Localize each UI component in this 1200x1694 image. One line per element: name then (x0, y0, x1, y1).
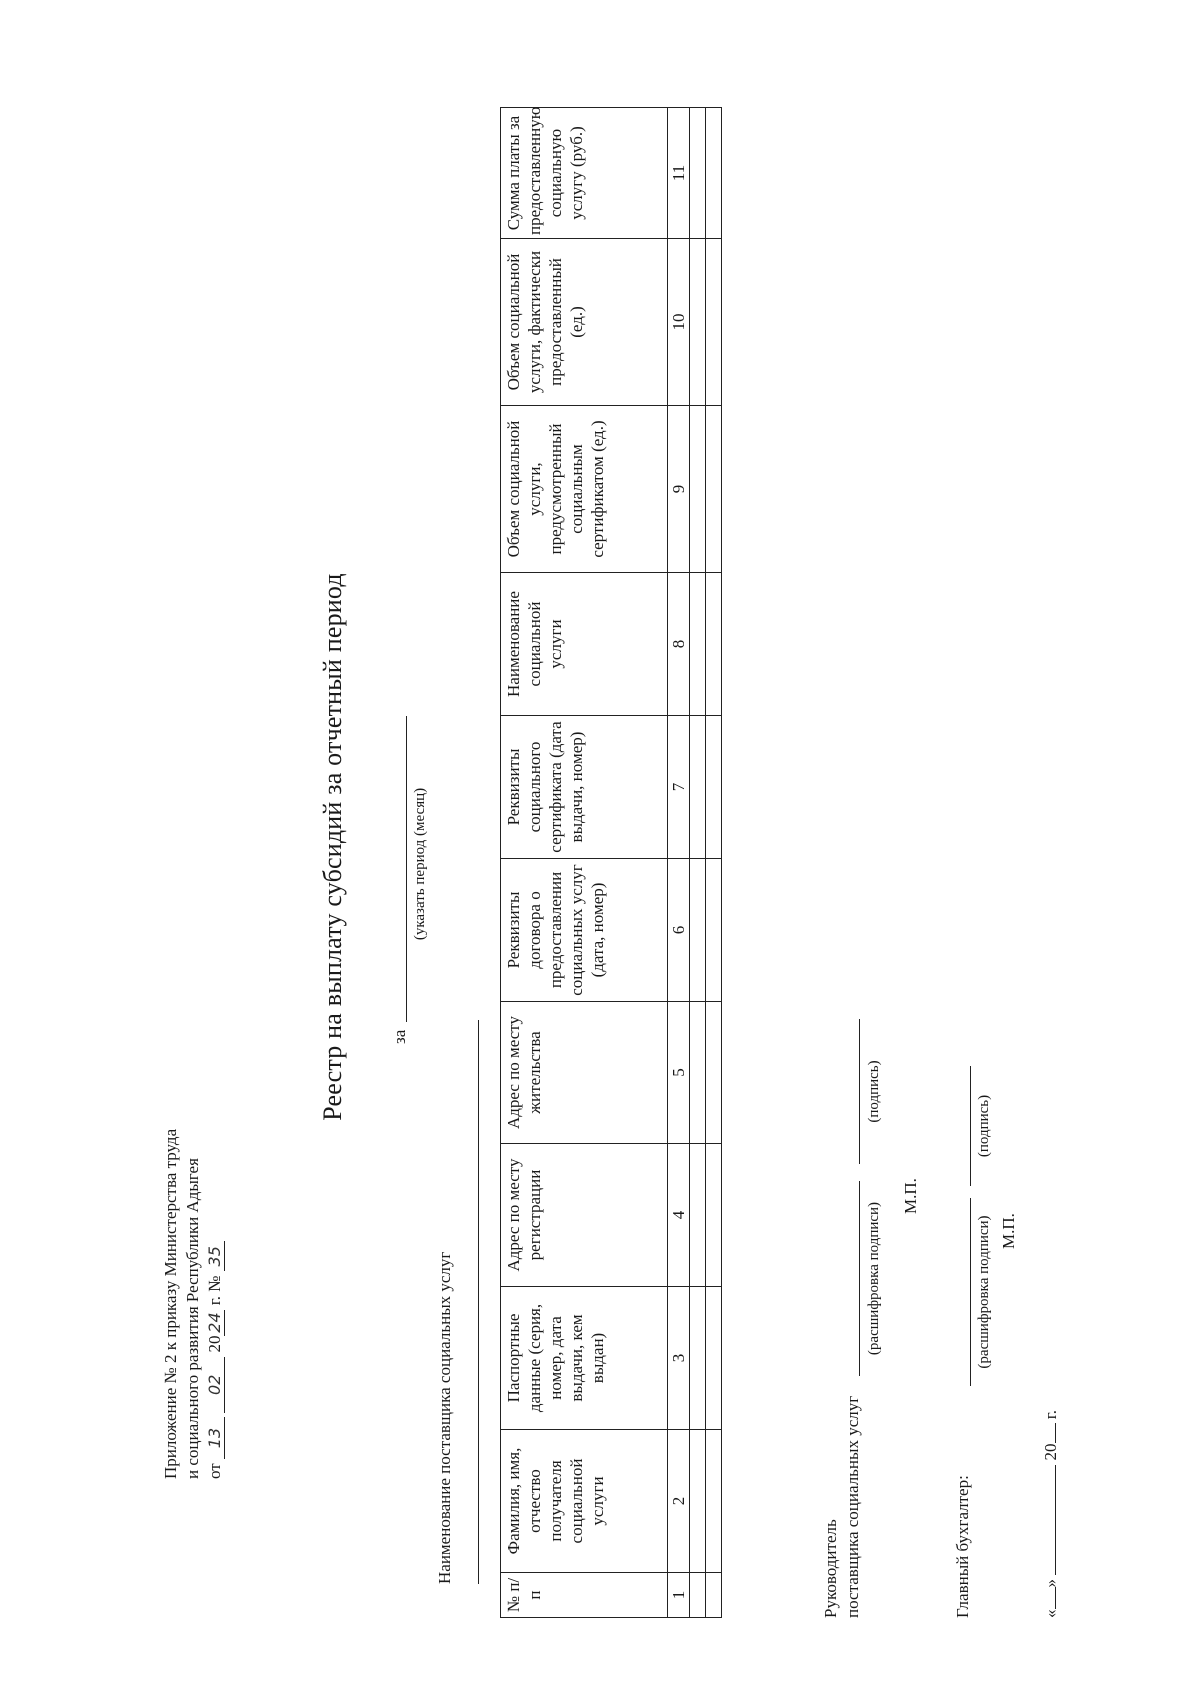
chief-decode-caption: (расшифровка подписи) (976, 1215, 992, 1369)
column-header: Адрес по месту регистрации (501, 1144, 668, 1287)
appendix-month: 02 (206, 1357, 225, 1413)
table-cell (706, 859, 722, 1002)
table-cell (690, 573, 706, 716)
date-year-blank (1041, 1424, 1056, 1444)
appendix-date-line (204, 919, 226, 1479)
date-month-blank (1041, 1465, 1056, 1575)
date-year-suffix: г. (1041, 1409, 1060, 1420)
column-header: Объем социальной услуги, фактически предоставленный (ед.) (501, 239, 668, 406)
column-number: 8 (668, 573, 690, 716)
column-header: Фамилия, имя, отчество получателя социальной услуги (501, 1430, 668, 1573)
table-cell (690, 108, 706, 239)
table-row (690, 108, 706, 1618)
document-title: Реестр на выплату субсидий за отчетный период (318, 573, 347, 1121)
column-number: 5 (668, 1002, 690, 1144)
head-decode-caption: (расшифровка подписи) (866, 1201, 882, 1356)
head-sign-line (859, 1019, 860, 1164)
date-day-blank (1041, 1588, 1056, 1610)
table-cell (690, 1287, 706, 1430)
table-cell (706, 716, 722, 859)
column-number: 6 (668, 859, 690, 1002)
appendix-number-label: г. № (205, 1275, 224, 1306)
table-cell (706, 1430, 722, 1573)
supplier-name-underline (478, 1020, 479, 1584)
chief-accountant-label: Главный бухгалтер: (953, 1475, 972, 1618)
appendix-line-1: Приложение № 2 к приказу Министерства труда (161, 1128, 180, 1479)
table-cell (690, 716, 706, 859)
column-header: № п/п (501, 1573, 668, 1618)
appendix-day: 13 (206, 1417, 225, 1459)
table-cell (690, 239, 706, 406)
table-row (706, 108, 722, 1618)
registry-table (500, 107, 722, 1618)
appendix-year-suffix: 24 (206, 1310, 225, 1336)
column-header: Паспортные данные (серия, номер, дата выдачи, кем выдан) (501, 1287, 668, 1430)
column-number: 9 (668, 406, 690, 573)
table-cell (706, 573, 722, 716)
column-number: 3 (668, 1287, 690, 1430)
period-underline (406, 716, 407, 1022)
column-header: Объем социальной услуги, предусмотренный социальным сертификатом (ед.) (501, 406, 668, 573)
table-cell (690, 1144, 706, 1287)
chief-sign-caption: (подпись) (976, 1094, 992, 1158)
column-number: 1 (668, 1573, 690, 1618)
column-number: 7 (668, 716, 690, 859)
table-cell (706, 1002, 722, 1144)
date-close-quote: » (1041, 1579, 1060, 1588)
column-number: 11 (668, 108, 690, 239)
period-caption: (указать период (месяц) (412, 787, 428, 941)
appendix-year-prefix: 20 (205, 1335, 224, 1353)
appendix-reference (160, 919, 226, 1479)
period-prefix: за (390, 1029, 409, 1044)
column-header: Наименование социальной услуги (501, 573, 668, 716)
date-line (1040, 1410, 1062, 1618)
column-number-row (668, 108, 690, 1618)
chief-stamp-label: М.П. (999, 1213, 1018, 1249)
appendix-number: 35 (206, 1241, 225, 1271)
column-header: Реквизиты договора о предоставлении социальных услуг (дата, номер) (501, 859, 668, 1002)
table-cell (706, 406, 722, 573)
table-cell (706, 239, 722, 406)
table-cell (706, 1144, 722, 1287)
head-sign-caption: (подпись) (866, 1060, 882, 1123)
table-cell (690, 859, 706, 1002)
table-cell (706, 1287, 722, 1430)
column-header: Адрес по месту жительства (501, 1002, 668, 1144)
table-cell (690, 1002, 706, 1144)
table-cell (706, 108, 722, 239)
date-year-prefix: 20 (1041, 1443, 1060, 1461)
column-number: 4 (668, 1144, 690, 1287)
head-stamp-label: М.П. (901, 1178, 920, 1214)
column-number: 10 (668, 239, 690, 406)
appendix-line-2: и социального развития Республики Адыгея (183, 1158, 202, 1479)
head-decode-line (859, 1181, 860, 1376)
chief-decode-line (970, 1198, 971, 1386)
column-header: Сумма платы за предоставленную социальную услугу (руб.) (501, 108, 668, 239)
column-number: 2 (668, 1430, 690, 1573)
column-header: Реквизиты социального сертификата (дата выдачи, номер) (501, 716, 668, 859)
head-label-line-2: поставщика социальных услуг (843, 1395, 862, 1618)
head-label-line-1: Руководитель (821, 1519, 840, 1618)
chief-sign-line (970, 1066, 971, 1186)
appendix-from-label: от (205, 1463, 224, 1479)
table-cell (690, 406, 706, 573)
date-open-quote: « (1041, 1609, 1060, 1618)
table-cell (690, 1573, 706, 1618)
supplier-label: Наименование поставщика социальных услуг (435, 1251, 454, 1584)
table-cell (690, 1430, 706, 1573)
table-cell (706, 1573, 722, 1618)
table-header-row (501, 108, 668, 1618)
